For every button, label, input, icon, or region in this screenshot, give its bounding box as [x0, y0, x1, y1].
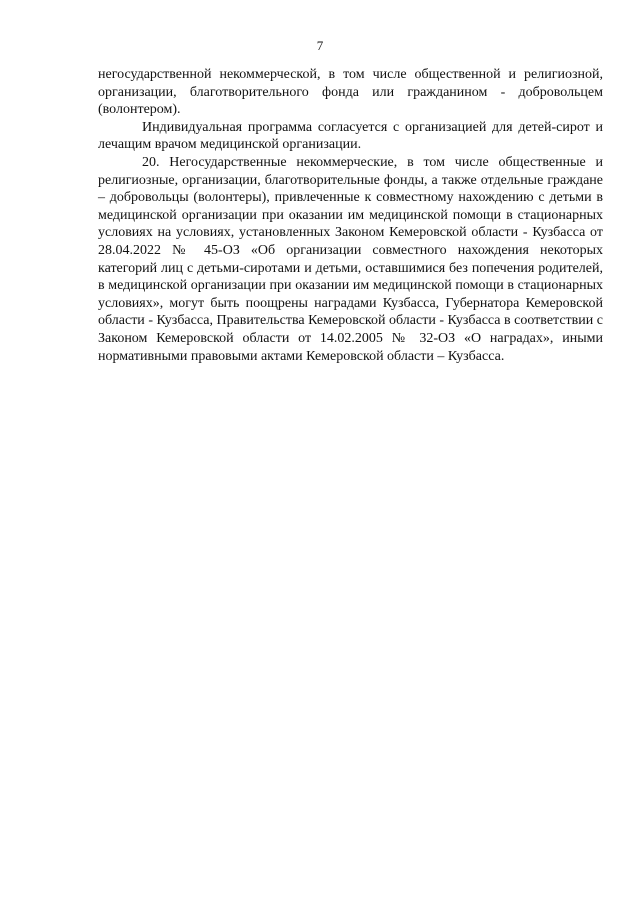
paragraph-continuation: негосударственной некоммерческой, в том числе общественной и религиозной, организации, благотворительного фонда или гражданином - добровольцем (волонтером). — [98, 67, 603, 118]
paragraph-item-20: 20. Негосударственные некоммерческие, в том числе общественные и религиозные, организации, благотворительные фонды, а также отдельные граждане – добровольцы (волонтеры), привлеченные к совместному нахождению с детьми в медицинской организации при оказании им медицинской помощи в стационарных условиях на условиях, установленных Законом Кемеровской области - Кузбасса от 28.04.2022 № 45-ОЗ «Об организации совместного нахождения некоторых категорий лиц с детьми-сиротами и детьми, оставшимися без попечения родителей, в медицинской организации при оказании им медицинской помощи в стационарных условиях», могут быть поощрены наградами Кузбасса, Губернатора Кемеровской области - Кузбасса, Правительства Кемеровской области - Кузбасса в соответствии с Законом Кемеровской области от 14.02.2005 № 32-ОЗ «О наградах», иными нормативными правовыми актами Кемеровской области – Кузбасса. — [98, 154, 603, 364]
page-number: 7 — [316, 38, 324, 53]
document-body — [98, 66, 603, 365]
paragraph-individual-program: Индивидуальная программа согласуется с организацией для детей-сирот и лечащим врачом медицинской организации. — [98, 119, 603, 153]
